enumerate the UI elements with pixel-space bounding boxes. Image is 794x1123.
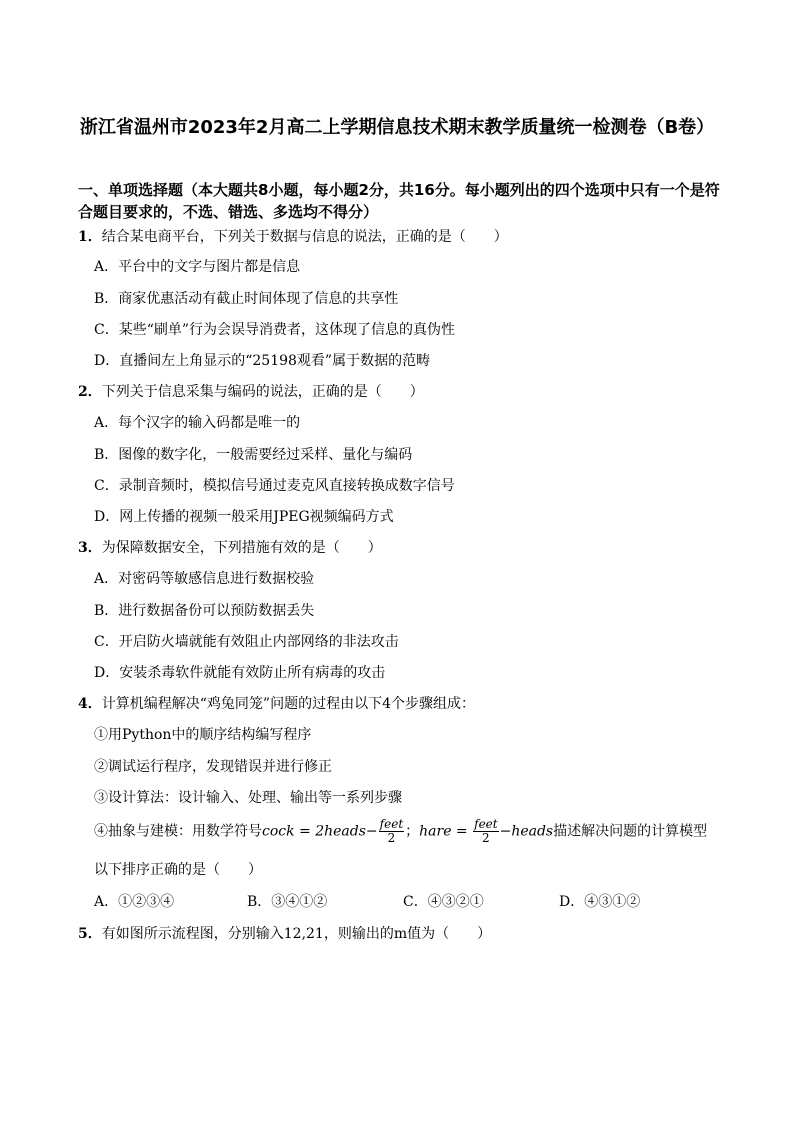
formula-cock: cock = 2heads− bbox=[262, 823, 378, 840]
question-number: 4． bbox=[78, 696, 102, 712]
fraction-numerator: feet bbox=[379, 817, 404, 831]
q3-option-c: C．开启防火墙就能有效阻止内部网络的非法攻击 bbox=[94, 634, 399, 650]
q1-option-c: C．某些“刷单”行为会误导消费者，这体现了信息的真伪性 bbox=[94, 322, 456, 338]
question-2-stem bbox=[78, 382, 424, 402]
q1-option-a: A．平台中的文字与图片都是信息 bbox=[94, 259, 301, 275]
q4-prompt: 以下排序正确的是（ ） bbox=[94, 862, 262, 878]
fraction-denominator: 2 bbox=[482, 831, 490, 845]
question-text: 为保障数据安全，下列措施有效的是（ ） bbox=[101, 540, 382, 556]
formula-separator: ； bbox=[405, 823, 420, 840]
formula-hare-tail: −heads bbox=[499, 823, 554, 840]
question-text: 有如图所示流程图，分别输入12,21，则输出的m值为（ ） bbox=[101, 926, 492, 942]
q2-option-c: C．录制音频时，模拟信号通过麦克风直接转换成数字信号 bbox=[94, 478, 455, 494]
q4-option-b: B．③④①② bbox=[247, 894, 328, 910]
fraction-feet-over-2 bbox=[473, 818, 498, 845]
question-5-stem bbox=[78, 924, 491, 944]
q2-option-d: D．网上传播的视频一般采用JPEG视频编码方式 bbox=[94, 509, 394, 525]
question-number: 5． bbox=[78, 926, 102, 942]
question-number: 1． bbox=[78, 229, 102, 245]
question-number: 3． bbox=[78, 540, 102, 556]
q2-option-a: A．每个汉字的输入码都是唯一的 bbox=[94, 415, 301, 431]
fraction-denominator: 2 bbox=[387, 831, 396, 845]
q4-step-2: ②调试运行程序，发现错误并进行修正 bbox=[94, 759, 332, 775]
question-1-stem bbox=[78, 227, 508, 247]
question-text: 计算机编程解决“鸡兔同笼”问题的过程由以下4个步骤组成： bbox=[101, 696, 475, 712]
q4-step-1: ①用Python中的顺序结构编写程序 bbox=[94, 727, 312, 743]
question-4-stem bbox=[78, 694, 475, 714]
q4-step-3: ③设计算法：设计输入、处理、输出等一系列步骤 bbox=[94, 790, 402, 806]
q3-option-b: B．进行数据备份可以预防数据丢失 bbox=[94, 603, 315, 619]
q3-option-d: D．安装杀毒软件就能有效防止所有病毒的攻击 bbox=[94, 665, 386, 681]
q2-option-b: B．图像的数字化，一般需要经过采样、量化与编码 bbox=[94, 447, 413, 463]
q4-step-4 bbox=[94, 818, 707, 845]
step-4-suffix: 描述解决问题的计算模型 bbox=[553, 823, 708, 840]
step-4-prefix: ④抽象与建模：用数学符号 bbox=[94, 823, 262, 840]
exam-title: 浙江省温州市2023年2月高二上学期信息技术期末教学质量统一检测卷（B卷） bbox=[79, 117, 715, 138]
section-heading: 一、单项选择题（本大题共8小题，每小题2分，共16分。每小题列出的四个选项中只有一个是符合题目要求的，不选、错选、多选均不得分） bbox=[78, 181, 720, 221]
question-3-stem bbox=[78, 538, 382, 558]
q4-option-c: C．④③②① bbox=[403, 894, 484, 910]
q3-option-a: A．对密码等敏感信息进行数据校验 bbox=[94, 571, 315, 587]
question-text: 下列关于信息采集与编码的说法，正确的是（ ） bbox=[101, 384, 424, 400]
q1-option-d: D．直播间左上角显示的“25198观看”属于数据的范畴 bbox=[94, 353, 431, 369]
question-number: 2． bbox=[78, 384, 102, 400]
q4-choices bbox=[94, 891, 714, 915]
q1-option-b: B．商家优惠活动有截止时间体现了信息的共享性 bbox=[94, 291, 399, 307]
question-text: 结合某电商平台，下列关于数据与信息的说法，正确的是（ ） bbox=[101, 229, 508, 245]
q4-option-d: D．④③①② bbox=[559, 894, 641, 910]
fraction-numerator: feet bbox=[474, 817, 498, 831]
q4-option-a: A．①②③④ bbox=[94, 894, 175, 910]
fraction-feet-over-2 bbox=[379, 818, 404, 845]
formula-hare: hare = bbox=[419, 823, 473, 840]
